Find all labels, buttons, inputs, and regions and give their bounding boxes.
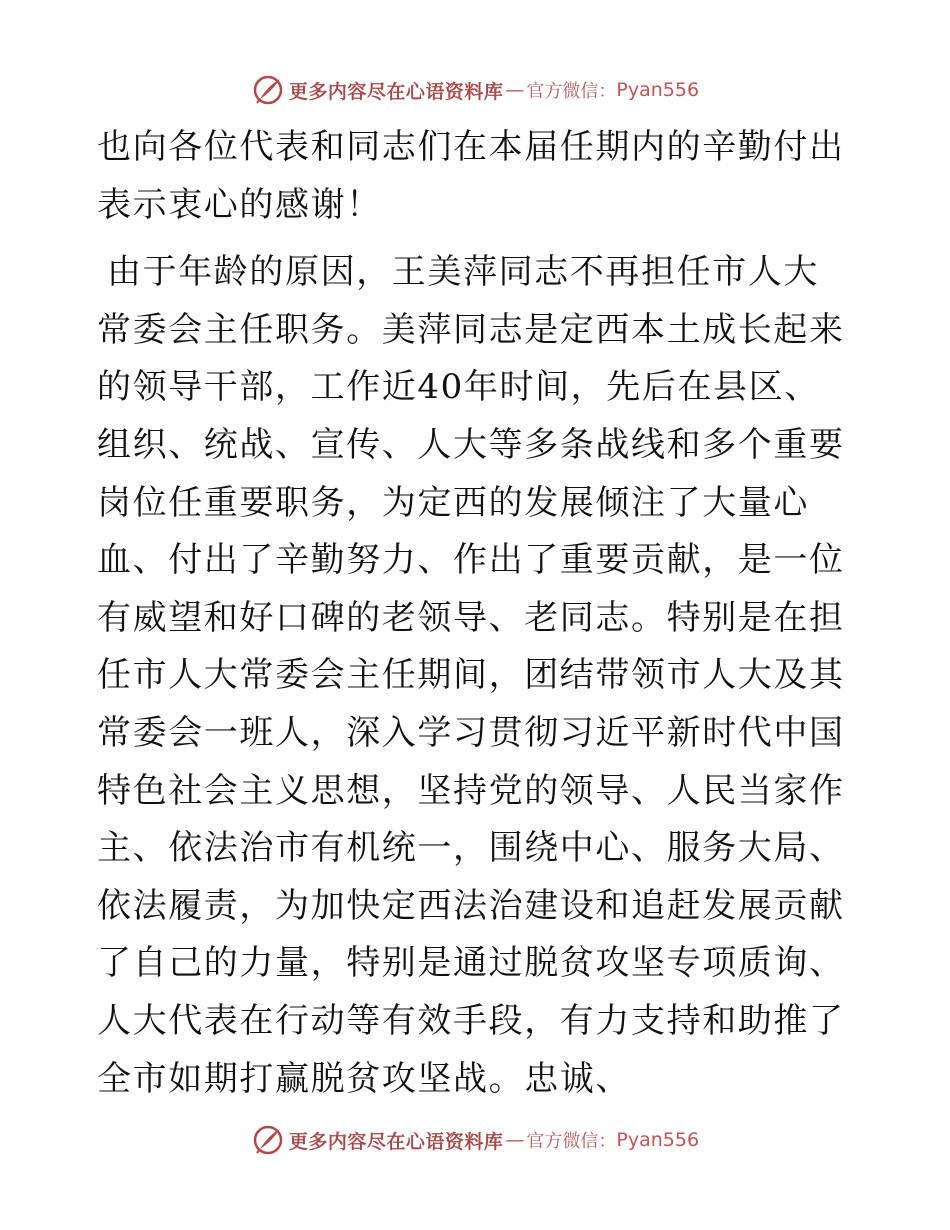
banner-main-text: 更多内容尽在心语资料库 [288,1130,504,1153]
quill-logo-icon [251,73,285,107]
header-watermark-banner [0,70,950,110]
paragraph-2: 由于年龄的原因，王美萍同志不再担任市人大常委会主任职务。美萍同志是定西本土成长起来的领导干部，工作近40年时间，先后在县区、组织、统战、宣传、人大等多条战线和多个重要岗位任重要职务，为定西的发展倾注了大量心血、付出了辛勤努力、作出了重要贡献，是一位有威望和好口碑的老领导、老同志。特别是在担任市人大常委会主任期间，团结带领市人大及其常委会一班人，深入学习贯彻习近平新时代中国特色社会主义思想，坚持党的领导、人民当家作主、依法治市有机统一，围绕中心、服务大局、依法履责，为加快定西法治建设和追赶发展贡献了自己的力量，特别是通过脱贫攻坚专项质询、人大代表在行动等有效手段，有力支持和助推了全市如期打赢脱贫攻坚战。忠诚、 [97,252,845,1099]
document-body [97,119,853,1108]
banner-wechat-label: 官方微信： [526,1131,617,1152]
quill-logo-icon [251,1123,285,1157]
paragraph-1: 也向各位代表和同志们在本届任期内的辛勤付出表示衷心的感谢！ [97,127,845,225]
banner-wechat-id: Pyan556 [616,79,700,101]
banner-dash: — [505,79,525,101]
banner-wechat-label: 官方微信： [526,81,617,102]
banner-main-text: 更多内容尽在心语资料库 [288,80,504,103]
banner-wechat-id: Pyan556 [616,1129,700,1151]
banner-dash: — [505,1129,525,1151]
footer-watermark-banner [0,1120,950,1160]
